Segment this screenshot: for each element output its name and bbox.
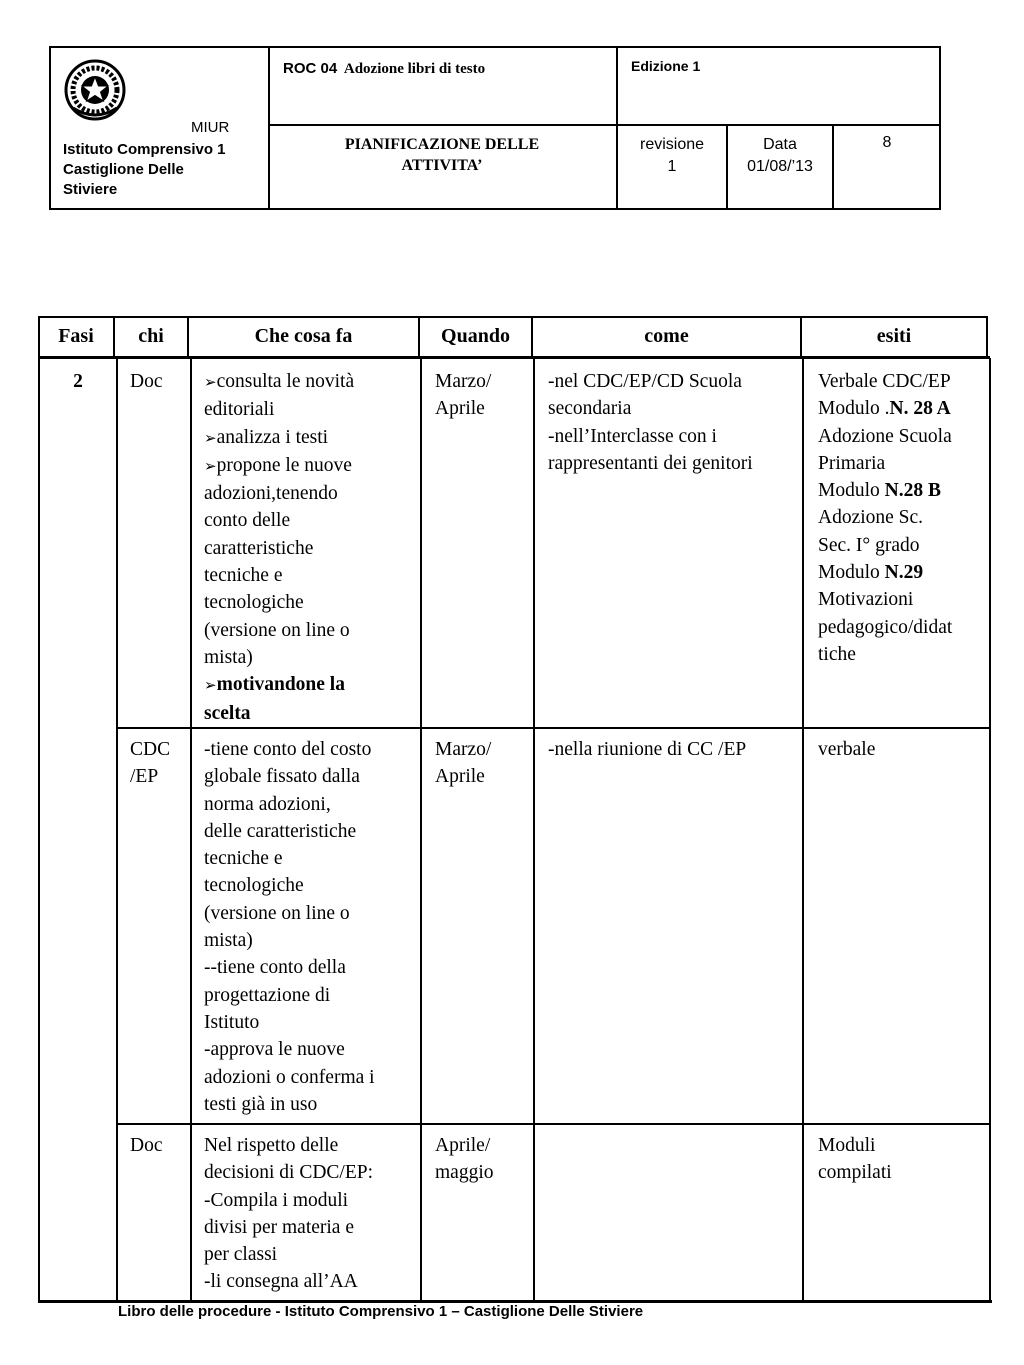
che-cosa-fa-cell: ➢consulta le novità editoriali ➢analizza i testi ➢propone le nuove adozioni,tenendo conto delle caratteristiche tecniche e tecnologiche (versione on line o mista) ➢motivandone la scelta <box>204 368 418 727</box>
procedure-title <box>283 60 485 78</box>
list-item: ➢analizza i testi <box>204 426 329 448</box>
che-cosa-fa-cell: Nel rispetto delle decisioni di CDC/EP: -Compila i moduli divisi per materia e per classi -li consegna all’AA <box>204 1135 374 1293</box>
arrow-bullet-icon: ➢ <box>204 456 217 475</box>
col-header-che-cosa-fa: Che cosa fa <box>254 325 353 347</box>
list-item: ➢motivandone la <box>204 674 345 696</box>
che-cosa-fa-cell: -tiene conto del costo globale fissato dalla norma adozioni, delle caratteristiche tecniche e tecnologiche (versione on line o mista) --tiene conto della progettazione di Istituto -approva le nuove adozioni o conferma i testi già in uso <box>204 739 375 1115</box>
procedure-code: ROC 04 <box>283 60 338 77</box>
quando-cell: Marzo/ Aprile <box>435 739 492 788</box>
page-number: 8 <box>882 134 892 151</box>
list-item: ➢consulta le novità <box>204 371 355 392</box>
come-cell: -nel CDC/EP/CD Scuola secondaria -nell’Interclasse con i rappresentanti dei genitori <box>548 371 753 474</box>
revision-label: revisione 1 <box>639 136 705 175</box>
school-name: Istituto Comprensivo 1 Castiglione Delle Stiviere <box>63 141 226 198</box>
section-title: PIANIFICAZIONE DELLE ATTIVITA’ <box>344 136 540 174</box>
chi-cell: CDC /EP <box>130 739 171 788</box>
col-header-fasi: Fasi <box>58 325 94 347</box>
arrow-bullet-icon: ➢ <box>204 373 217 391</box>
col-header-chi: chi <box>138 325 164 347</box>
edition-label: Edizione 1 <box>631 58 701 74</box>
esiti-cell: Verbale CDC/EP Modulo .N. 28 A Adozione Scuola Primaria Modulo N.28 B Adozione Sc. Sec. I° grado Modulo N.29 Motivazioni pedagogico/didat tiche <box>818 371 953 665</box>
col-header-come: come <box>644 325 689 347</box>
chi-cell: Doc <box>130 1135 163 1156</box>
quando-cell: Marzo/ Aprile <box>435 371 492 420</box>
esiti-cell: Moduli compilati <box>818 1135 892 1184</box>
arrow-bullet-icon: ➢ <box>204 676 217 695</box>
esiti-cell: verbale <box>818 739 876 760</box>
fase-number: 2 <box>73 371 83 392</box>
page-footer: Libro delle procedure - Istituto Comprensivo 1 – Castiglione Delle Stiviere <box>118 1303 644 1320</box>
list-item: ➢propone le nuove <box>204 454 352 476</box>
italian-republic-emblem-icon <box>63 58 127 122</box>
document-header <box>49 46 941 210</box>
org-name: MIUR <box>191 119 230 136</box>
arrow-bullet-icon: ➢ <box>204 428 217 447</box>
come-cell: -nella riunione di CC /EP <box>548 739 747 760</box>
activity-planning-table <box>38 316 992 1303</box>
chi-cell: Doc <box>130 371 163 392</box>
date-label: Data 01/08/’13 <box>747 136 813 175</box>
col-header-quando: Quando <box>441 325 510 347</box>
quando-cell: Aprile/ maggio <box>435 1135 494 1184</box>
procedure-name: Adozione libri di testo <box>343 61 486 77</box>
col-header-esiti: esiti <box>876 325 912 347</box>
